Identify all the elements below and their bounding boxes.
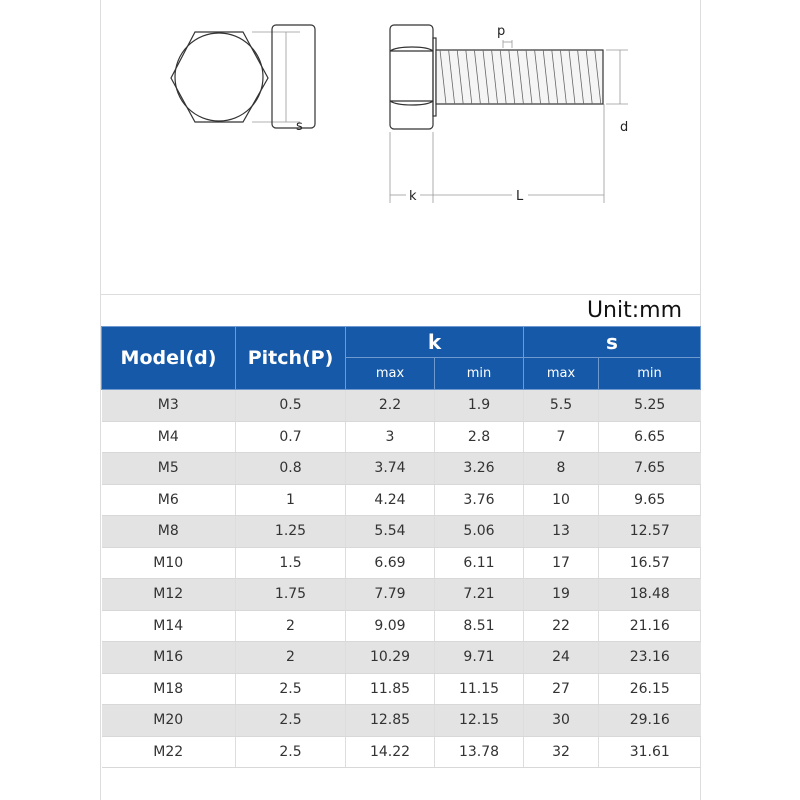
cell-s-min: 5.25	[599, 390, 701, 422]
cell-k-min: 1.9	[435, 390, 524, 422]
cell-k-max: 4.24	[346, 484, 435, 516]
cell-pitch: 1.75	[236, 579, 346, 611]
cell-pitch: 2.5	[236, 736, 346, 768]
cell-s-max: 5.5	[524, 390, 599, 422]
cell-s-max: 7	[524, 421, 599, 453]
table-row	[102, 516, 701, 548]
cell-k-min: 13.78	[435, 736, 524, 768]
cell-pitch: 2	[236, 610, 346, 642]
cell-s-max: 10	[524, 484, 599, 516]
cell-s-max: 17	[524, 547, 599, 579]
cell-model: M4	[102, 421, 236, 453]
cell-s-min: 29.16	[599, 705, 701, 737]
cell-k-max: 7.79	[346, 579, 435, 611]
cell-k-max: 14.22	[346, 736, 435, 768]
cell-pitch: 2.5	[236, 705, 346, 737]
section-divider	[100, 294, 701, 295]
spec-table	[101, 326, 701, 768]
cell-k-max: 2.2	[346, 390, 435, 422]
cell-k-max: 3.74	[346, 453, 435, 485]
header-s-min: min	[599, 358, 701, 390]
cell-k-min: 12.15	[435, 705, 524, 737]
cell-s-min: 23.16	[599, 642, 701, 674]
header-k-min: min	[435, 358, 524, 390]
table-row	[102, 736, 701, 768]
table-row	[102, 705, 701, 737]
header-s: s	[524, 327, 701, 358]
cell-s-min: 26.15	[599, 673, 701, 705]
cell-pitch: 0.7	[236, 421, 346, 453]
cell-model: M14	[102, 610, 236, 642]
table-row	[102, 610, 701, 642]
cell-s-max: 8	[524, 453, 599, 485]
cell-pitch: 1.25	[236, 516, 346, 548]
cell-s-max: 24	[524, 642, 599, 674]
cell-pitch: 2.5	[236, 673, 346, 705]
cell-k-min: 9.71	[435, 642, 524, 674]
cell-pitch: 1.5	[236, 547, 346, 579]
cell-pitch: 1	[236, 484, 346, 516]
p-label: p	[497, 24, 506, 39]
s-dimension	[252, 32, 300, 122]
cell-k-min: 11.15	[435, 673, 524, 705]
cell-pitch: 0.8	[236, 453, 346, 485]
cell-k-max: 6.69	[346, 547, 435, 579]
cell-s-max: 32	[524, 736, 599, 768]
cell-model: M16	[102, 642, 236, 674]
cell-model: M12	[102, 579, 236, 611]
cell-s-min: 6.65	[599, 421, 701, 453]
bolt-diagram	[100, 0, 700, 294]
cell-s-max: 22	[524, 610, 599, 642]
s-label: s	[296, 119, 303, 134]
cell-k-max: 5.54	[346, 516, 435, 548]
table-row	[102, 484, 701, 516]
cell-model: M5	[102, 453, 236, 485]
cell-k-min: 6.11	[435, 547, 524, 579]
cell-s-min: 31.61	[599, 736, 701, 768]
cell-s-min: 18.48	[599, 579, 701, 611]
cell-s-min: 16.57	[599, 547, 701, 579]
table-row	[102, 547, 701, 579]
unit-label: Unit:mm	[586, 298, 682, 323]
cell-k-max: 12.85	[346, 705, 435, 737]
cell-s-max: 27	[524, 673, 599, 705]
table-row	[102, 390, 701, 422]
table-row	[102, 673, 701, 705]
bolt-side	[390, 25, 603, 129]
cell-s-max: 19	[524, 579, 599, 611]
cell-model: M6	[102, 484, 236, 516]
cell-model: M8	[102, 516, 236, 548]
table-row	[102, 642, 701, 674]
header-model: Model(d)	[102, 327, 236, 390]
cell-k-min: 8.51	[435, 610, 524, 642]
k-label: k	[409, 189, 417, 204]
cell-k-min: 5.06	[435, 516, 524, 548]
cell-model: M22	[102, 736, 236, 768]
cell-model: M20	[102, 705, 236, 737]
l-label: L	[516, 189, 524, 204]
cell-k-min: 3.26	[435, 453, 524, 485]
cell-k-min: 7.21	[435, 579, 524, 611]
d-label: d	[620, 120, 629, 135]
cell-model: M10	[102, 547, 236, 579]
cell-k-max: 9.09	[346, 610, 435, 642]
cell-k-min: 3.76	[435, 484, 524, 516]
cell-s-min: 12.57	[599, 516, 701, 548]
header-k: k	[346, 327, 524, 358]
header-pitch: Pitch(P)	[236, 327, 346, 390]
table-row	[102, 453, 701, 485]
header-k-max: max	[346, 358, 435, 390]
cell-s-max: 13	[524, 516, 599, 548]
cell-k-max: 10.29	[346, 642, 435, 674]
cell-pitch: 2	[236, 642, 346, 674]
hex-head-top-view	[171, 32, 268, 122]
table-row	[102, 579, 701, 611]
cell-s-min: 9.65	[599, 484, 701, 516]
cell-s-max: 30	[524, 705, 599, 737]
header-s-max: max	[524, 358, 599, 390]
cell-k-max: 11.85	[346, 673, 435, 705]
cell-k-min: 2.8	[435, 421, 524, 453]
cell-s-min: 7.65	[599, 453, 701, 485]
cell-model: M18	[102, 673, 236, 705]
cell-k-max: 3	[346, 421, 435, 453]
cell-model: M3	[102, 390, 236, 422]
cell-s-min: 21.16	[599, 610, 701, 642]
table-row	[102, 421, 701, 453]
bolt-side-view	[272, 25, 315, 128]
cell-pitch: 0.5	[236, 390, 346, 422]
